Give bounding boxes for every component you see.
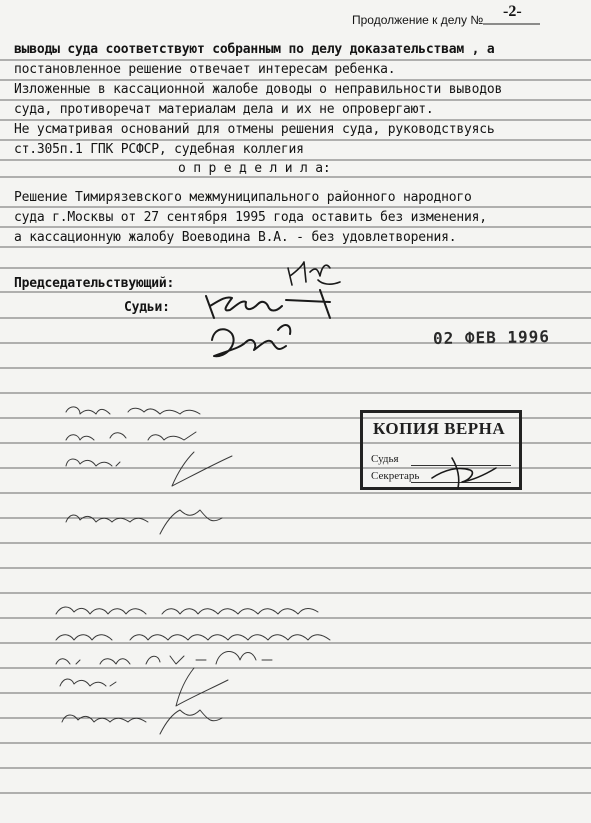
stamp-title: КОПИЯ ВЕРНА xyxy=(373,419,506,438)
date-stamp: 02 ФЕВ 1996 xyxy=(432,326,551,349)
body-line: Не усматривая оснований для отмены решения суда, руководствуясь xyxy=(14,122,495,137)
stamp-secretary-label: Секретарь xyxy=(371,470,420,482)
body-line: выводы суда соответствуют собранным по делу доказательствам , а xyxy=(14,42,495,57)
body-line: постановленное решение отвечает интересам ребенка. xyxy=(14,62,396,77)
ruling-heading: о п р е д е л и л а: xyxy=(178,161,331,176)
ruling-line: суда г.Москвы от 27 сентября 1995 года оставить без изменения, xyxy=(14,210,487,225)
header-label: Продолжение к делу № xyxy=(352,13,484,27)
presiding-label: Председательствующий: xyxy=(14,276,175,291)
judges-label: Судьи: xyxy=(124,300,170,315)
body-line: ст.305п.1 ГПК РСФСР, судебная коллегия xyxy=(14,142,304,157)
body-line: Изложенные в кассационной жалобе доводы о неправильности выводов xyxy=(14,82,503,97)
ruling-line: а кассационную жалобу Воеводина В.А. - без удовлетворения. xyxy=(14,230,457,245)
stamp-judge-label: Судья xyxy=(371,453,399,465)
case-number: -2- xyxy=(503,3,522,20)
stamp-secretary-line xyxy=(411,482,511,483)
ruling-line: Решение Тимирязевского межмуниципального районного народного xyxy=(14,190,472,205)
body-line: суда, противоречат материалам дела и их не опровергают. xyxy=(14,102,434,117)
stamp-judge-line xyxy=(411,465,511,466)
copy-certified-stamp xyxy=(360,410,522,490)
